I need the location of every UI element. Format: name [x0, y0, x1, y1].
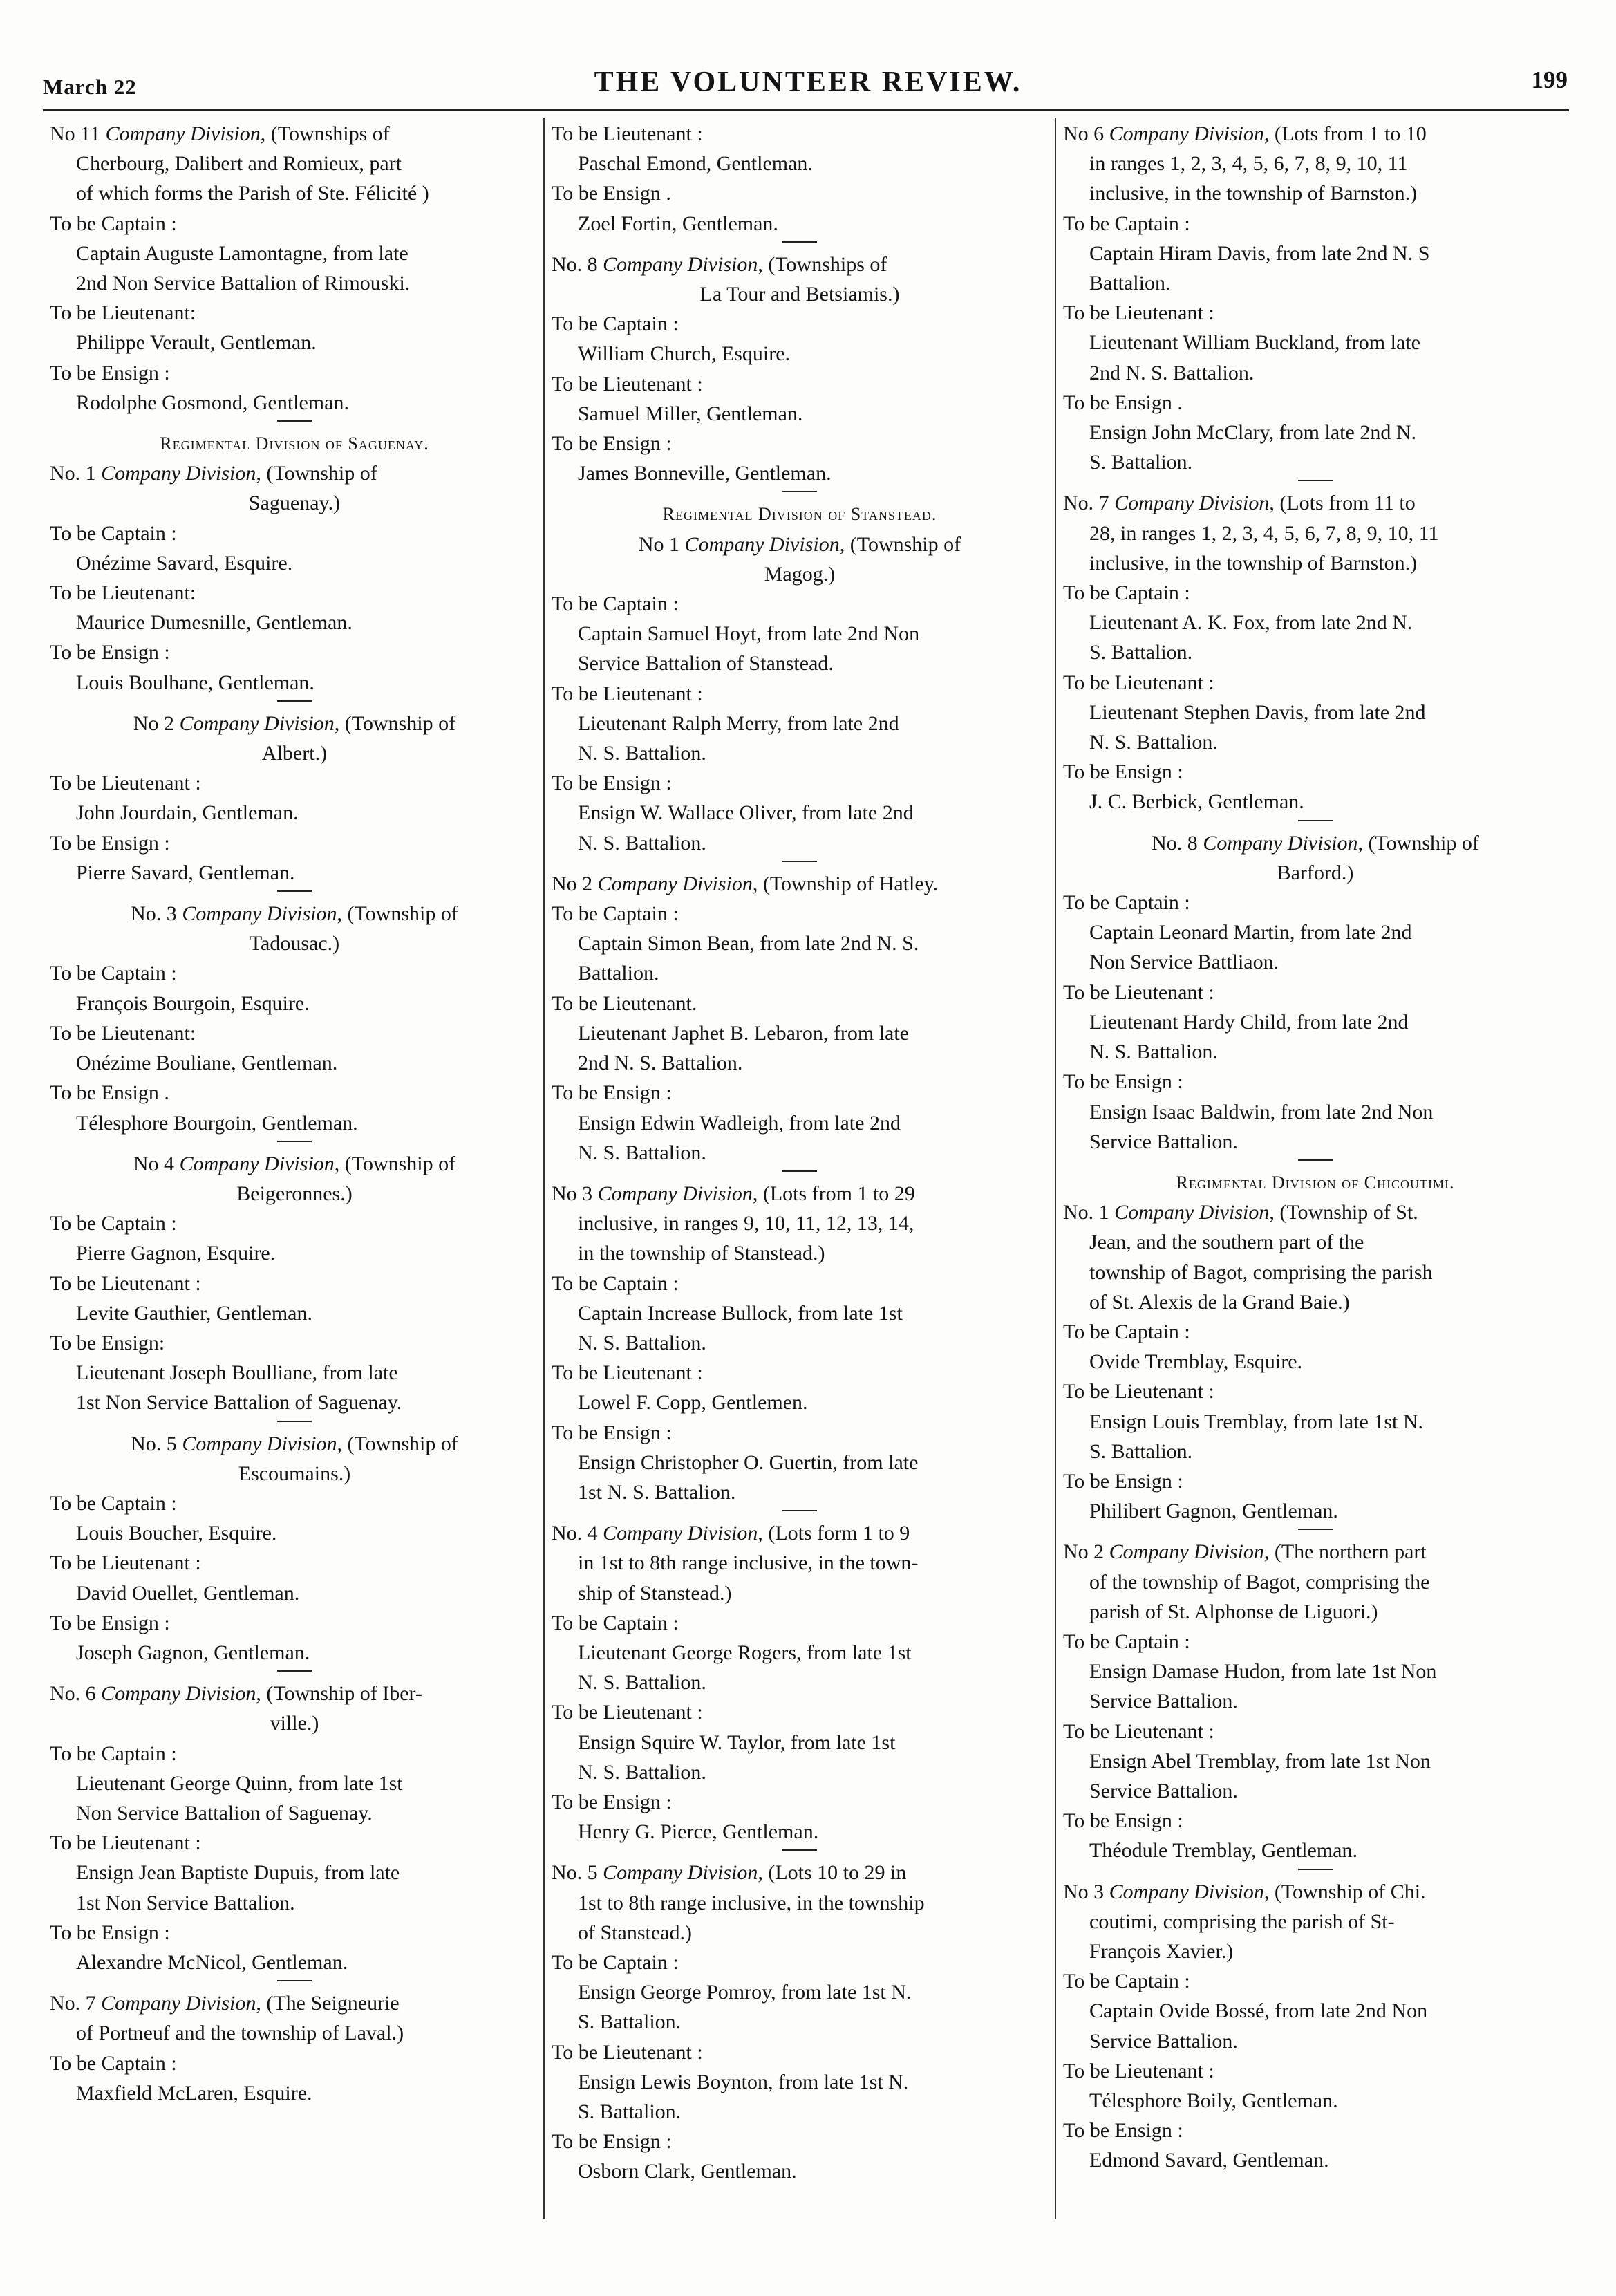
column-1 [50, 119, 539, 2108]
entry-line: inclusive, in the township of Barnston.) [1089, 551, 1418, 575]
entry-line: in 1st to 8th range inclusive, in the town- [578, 1551, 919, 1575]
entry-heading: To be Captain : [1063, 1970, 1190, 1993]
entry-line: N. S. Battalion. [1089, 731, 1218, 754]
regimental-division-heading: Regimental Division of Chicoutimi. [1176, 1172, 1455, 1193]
entry-line: Pierre Savard, Gentleman. [76, 861, 295, 884]
entry-line: in the township of Stanstead.) [578, 1242, 825, 1265]
entry-heading: To be Captain : [552, 312, 679, 336]
section-separator [1298, 820, 1333, 824]
entry-heading: To be Ensign : [50, 1611, 170, 1634]
entry-line: Ensign Jean Baptiste Dupuis, from late [76, 1861, 400, 1885]
entry-heading: To be Captain : [552, 902, 679, 926]
regimental-division-heading: Regimental Division of Stanstead. [662, 504, 937, 525]
entry-heading: To be Lieutenant : [50, 1271, 201, 1295]
entry-heading: To be Captain : [50, 962, 177, 985]
column-3 [1063, 119, 1568, 2176]
entry-heading: To be Captain : [50, 2051, 177, 2075]
entry-line: Captain Leonard Martin, from late 2nd [1089, 921, 1412, 944]
entry-line: Captain Increase Bullock, from late 1st [578, 1301, 903, 1325]
entry-line: 1st Non Service Battalion. [76, 1891, 295, 1914]
entry-line: Levite Gauthier, Gentleman. [76, 1301, 312, 1325]
entry-line: Lieutenant William Buckland, from late [1089, 331, 1420, 355]
entry-heading: No. 7 Company Division, (The Seigneurie [50, 1992, 400, 2015]
entry-line: Ensign Lewis Boynton, from late 1st N. [578, 2070, 909, 2093]
entry-line: of St. Alexis de la Grand Baie.) [1089, 1290, 1350, 1314]
entry-heading: To be Captain : [50, 1212, 177, 1235]
section-separator [782, 861, 817, 865]
entry-heading: To be Lieutenant : [50, 1831, 201, 1855]
entry-line: Théodule Tremblay, Gentleman. [1089, 1839, 1357, 1863]
entry-heading: No 11 Company Division, (Townships of [50, 122, 390, 145]
entry-heading: No 2 Company Division, (Township of Hatley. [552, 872, 939, 895]
entry-line: Ensign W. Wallace Oliver, from late 2nd [578, 801, 914, 825]
entry-line: N. S. Battalion. [578, 1141, 706, 1164]
entry-heading: To be Lieutenant : [552, 1701, 703, 1724]
entry-line: Lieutenant George Rogers, from late 1st [578, 1641, 912, 1664]
entry-heading: No. 1 Company Division, (Township of [50, 462, 377, 485]
entry-heading: To be Lieutenant: [50, 581, 196, 605]
entry-line: S. Battalion. [578, 2010, 682, 2034]
entry-line: S. Battalion. [1089, 1439, 1193, 1463]
issue-date: March 22 [43, 75, 137, 99]
entry-line: Philippe Verault, Gentleman. [76, 331, 317, 355]
entry-line: Ovide Tremblay, Esquire. [1089, 1350, 1303, 1374]
division-title: ville.) [270, 1712, 319, 1735]
entry-line: Ensign Edwin Wadleigh, from late 2nd [578, 1111, 901, 1135]
entry-line: Service Battalion. [1089, 1130, 1238, 1153]
entry-line: François Xavier.) [1089, 1939, 1234, 1963]
entry-line: Ensign George Pomroy, from late 1st N. [578, 1981, 912, 2004]
entry-line: of the township of Bagot, comprising the [1089, 1570, 1430, 1594]
entry-line: Service Battalion. [1089, 1779, 1238, 1802]
entry-line: David Ouellet, Gentleman. [76, 1581, 300, 1605]
entry-heading: To be Ensign : [1063, 1809, 1183, 1833]
entry-line: John Jourdain, Gentleman. [76, 801, 299, 825]
entry-heading: To be Captain : [1063, 1320, 1190, 1343]
entry-line: Onézime Savard, Esquire. [76, 551, 293, 575]
entry-line: Rodolphe Gosmond, Gentleman. [76, 391, 349, 414]
entry-line: 2nd N. S. Battalion. [1089, 361, 1255, 384]
entry-heading: To be Captain : [1063, 212, 1190, 235]
entry-heading: To be Ensign : [1063, 1070, 1183, 1094]
column-divider [1055, 118, 1056, 2219]
entry-heading: To be Lieutenant: [50, 1021, 196, 1045]
entry-line: 28, in ranges 1, 2, 3, 4, 5, 6, 7, 8, 9, 10, 11 [1089, 521, 1439, 545]
entry-line: Captain Simon Bean, from late 2nd N. S. [578, 932, 919, 955]
regimental-division-heading: Regimental Division of Saguenay. [160, 433, 429, 454]
entry-line: parish of St. Alphonse de Liguori.) [1089, 1600, 1378, 1623]
section-separator [1298, 480, 1333, 484]
section-separator [277, 1670, 312, 1674]
entry-line: of Stanstead.) [578, 1921, 692, 1944]
entry-heading: To be Captain : [50, 1742, 177, 1765]
entry-line: Non Service Battliaon. [1089, 951, 1279, 974]
entry-line: 2nd N. S. Battalion. [578, 1052, 743, 1075]
entry-heading: No. 8 Company Division, (Townships of [552, 252, 887, 276]
entry-heading: No 2 Company Division, (The northern part [1063, 1540, 1427, 1564]
entry-line: S. Battalion. [1089, 641, 1193, 664]
entry-heading: To be Ensign : [552, 1790, 672, 1813]
division-title: Albert.) [261, 742, 328, 765]
entry-heading: To be Ensign : [1063, 1469, 1183, 1493]
entry-line: N. S. Battalion. [578, 831, 706, 855]
entry-heading: To be Captain : [552, 592, 679, 616]
entry-heading: No. 4 Company Division, (Lots form 1 to 9 [552, 1522, 910, 1545]
entry-line: Paschal Emond, Gentleman. [578, 152, 813, 176]
entry-heading: To be Lieutenant : [1063, 301, 1214, 325]
entry-heading: No 6 Company Division, (Lots from 1 to 10 [1063, 122, 1427, 145]
entry-line: Télesphore Boily, Gentleman. [1089, 2089, 1338, 2112]
entry-heading: To be Lieutenant : [1063, 1719, 1214, 1743]
section-separator [782, 1510, 817, 1514]
division-title: Barford.) [1277, 861, 1354, 884]
entry-line: Maurice Dumesnille, Gentleman. [76, 611, 353, 635]
section-separator [277, 890, 312, 895]
entry-heading: To be Lieutenant : [1063, 2059, 1214, 2082]
entry-line: Ensign Christopher O. Guertin, from late [578, 1450, 919, 1474]
entry-heading: To be Ensign : [1063, 2119, 1183, 2143]
entry-heading: To be Ensign : [552, 1081, 672, 1105]
division-title: No 1 Company Division, (Township of [638, 532, 961, 556]
entry-heading: To be Lieutenant: [50, 301, 196, 325]
division-title: No 2 Company Division, (Township of [133, 711, 456, 735]
entry-heading: To be Captain : [552, 1271, 679, 1295]
entry-line: Ensign Squire W. Taylor, from late 1st [578, 1730, 896, 1754]
entry-line: Joseph Gagnon, Gentleman. [76, 1641, 310, 1664]
entry-line: Onézime Bouliane, Gentleman. [76, 1052, 338, 1075]
entry-line: Télesphore Bourgoin, Gentleman. [76, 1111, 358, 1135]
entry-heading: To be Ensign : [1063, 760, 1183, 784]
section-separator [277, 1980, 312, 1984]
entry-heading: To be Ensign: [50, 1331, 165, 1354]
entry-line: Battalion. [578, 962, 659, 985]
division-title: La Tour and Betsiamis.) [699, 283, 900, 306]
entry-line: Lieutenant Japhet B. Lebaron, from late [578, 1021, 909, 1045]
entry-line: 1st to 8th range inclusive, in the township [578, 1891, 925, 1914]
header-rule [43, 109, 1569, 111]
entry-heading: To be Ensign : [50, 1921, 170, 1944]
entry-line: Jean, and the southern part of the [1089, 1231, 1364, 1254]
entry-line: ship of Stanstead.) [578, 1581, 732, 1605]
entry-line: N. S. Battalion. [578, 1671, 706, 1695]
division-title: Tadousac.) [249, 932, 340, 955]
entry-heading: To be Captain : [552, 1950, 679, 1974]
entry-heading: To be Captain : [552, 1611, 679, 1634]
entry-heading: No 3 Company Division, (Lots from 1 to 29 [552, 1182, 915, 1205]
section-separator [782, 241, 817, 245]
entry-line: inclusive, in the township of Barnston.) [1089, 182, 1418, 205]
entry-heading: To be Ensign . [50, 1081, 169, 1105]
entry-line: Service Battalion. [1089, 2029, 1238, 2053]
entry-line: of which forms the Parish of Ste. Félicité ) [76, 182, 429, 205]
section-separator [277, 1421, 312, 1425]
division-title: No. 5 Company Division, (Township of [131, 1432, 458, 1455]
entry-line: of Portneuf and the township of Laval.) [76, 2022, 404, 2045]
entry-heading: To be Ensign : [50, 831, 170, 855]
division-title: No. 8 Company Division, (Township of [1152, 831, 1479, 855]
entry-line: Captain Samuel Hoyt, from late 2nd Non [578, 622, 920, 646]
entry-line: Lieutenant Stephen Davis, from late 2nd [1089, 700, 1426, 724]
entry-heading: To be Ensign : [552, 2130, 672, 2154]
section-separator [1298, 1159, 1333, 1164]
entry-heading: To be Ensign : [552, 432, 672, 456]
section-separator [277, 700, 312, 704]
entry-line: William Church, Esquire. [578, 342, 791, 366]
entry-heading: No 3 Company Division, (Township of Chi. [1063, 1880, 1426, 1903]
entry-line: Lieutenant Hardy Child, from late 2nd [1089, 1010, 1409, 1034]
section-separator [277, 420, 312, 424]
entry-heading: No. 7 Company Division, (Lots from 11 to [1063, 492, 1416, 515]
page-number: 199 [1531, 66, 1568, 93]
entry-heading: To be Lieutenant : [1063, 671, 1214, 694]
entry-line: James Bonneville, Gentleman. [578, 462, 832, 485]
entry-heading: To be Ensign . [1063, 391, 1183, 414]
entry-line: Ensign Louis Tremblay, from late 1st N. [1089, 1410, 1424, 1433]
entry-heading: To be Lieutenant : [552, 2040, 703, 2064]
entry-line: in ranges 1, 2, 3, 4, 5, 6, 7, 8, 9, 10, 11 [1089, 152, 1408, 176]
entry-line: Henry G. Pierce, Gentleman. [578, 1820, 819, 1844]
division-title: Magog.) [764, 562, 836, 586]
entry-line: Lieutenant A. K. Fox, from late 2nd N. [1089, 611, 1413, 635]
section-separator [782, 1849, 817, 1854]
entry-heading: To be Captain : [50, 1491, 177, 1515]
entry-line: Service Battalion. [1089, 1690, 1238, 1713]
section-separator [277, 1141, 312, 1145]
entry-heading: To be Lieutenant : [1063, 980, 1214, 1004]
entry-heading: No. 1 Company Division, (Township of St. [1063, 1201, 1418, 1224]
entry-heading: To be Ensign : [50, 641, 170, 664]
entry-line: Captain Hiram Davis, from late 2nd N. S [1089, 241, 1430, 265]
entry-line: Alexandre McNicol, Gentleman. [76, 1950, 348, 1974]
entry-heading: To be Captain : [1063, 891, 1190, 915]
entry-heading: To be Lieutenant : [50, 1551, 201, 1575]
entry-line: N. S. Battalion. [578, 1760, 706, 1784]
section-separator [1298, 1869, 1333, 1873]
entry-line: 1st N. S. Battalion. [578, 1480, 736, 1504]
entry-heading: To be Ensign : [552, 772, 672, 795]
division-title: No. 3 Company Division, (Township of [131, 902, 458, 926]
entry-line: Louis Boulhane, Gentleman. [76, 671, 314, 694]
entry-line: Lieutenant George Quinn, from late 1st [76, 1771, 403, 1795]
entry-heading: To be Captain : [1063, 581, 1190, 605]
entry-line: 2nd Non Service Battalion of Rimouski. [76, 272, 411, 295]
entry-line: 1st Non Service Battalion of Saguenay. [76, 1391, 402, 1415]
entry-line: Samuel Miller, Gentleman. [578, 402, 803, 425]
division-title: Saguenay.) [248, 492, 341, 515]
entry-line: N. S. Battalion. [578, 1331, 706, 1354]
entry-line: François Bourgoin, Esquire. [76, 991, 310, 1015]
entry-line: Non Service Battalion of Saguenay. [76, 1801, 373, 1824]
entry-line: Battalion. [1089, 272, 1171, 295]
entry-line: Lowel F. Copp, Gentlemen. [578, 1391, 808, 1415]
entry-line: S. Battalion. [1089, 451, 1193, 474]
entry-line: Philibert Gagnon, Gentleman. [1089, 1500, 1338, 1523]
entry-line: J. C. Berbick, Gentleman. [1089, 790, 1304, 814]
section-separator [782, 491, 817, 495]
entry-heading: To be Lieutenant : [1063, 1380, 1214, 1403]
entry-line: N. S. Battalion. [578, 742, 706, 765]
entry-heading: To be Captain : [50, 212, 177, 235]
publication-title: THE VOLUNTEER REVIEW. [594, 66, 1022, 98]
entry-heading: To be Lieutenant. [552, 991, 697, 1015]
entry-line: Service Battalion of Stanstead. [578, 652, 834, 675]
entry-line: Osborn Clark, Gentleman. [578, 2160, 797, 2183]
column-divider [543, 118, 545, 2219]
section-separator [782, 1170, 817, 1175]
entry-line: Ensign Isaac Baldwin, from late 2nd Non [1089, 1100, 1434, 1123]
entry-heading: No. 5 Company Division, (Lots 10 to 29 in [552, 1861, 907, 1885]
division-title: Beigeronnes.) [236, 1182, 353, 1205]
entry-line: Ensign Damase Hudon, from late 1st Non [1089, 1660, 1437, 1683]
entry-line: Maxfield McLaren, Esquire. [76, 2081, 312, 2104]
entry-line: S. Battalion. [578, 2100, 682, 2123]
entry-line: Lieutenant Ralph Merry, from late 2nd [578, 711, 899, 735]
entry-heading: To be Ensign : [50, 361, 170, 384]
entry-heading: To be Lieutenant : [552, 682, 703, 705]
entry-line: Edmond Savard, Gentleman. [1089, 2149, 1329, 2172]
entry-heading: To be Lieutenant : [552, 1361, 703, 1385]
section-separator [1298, 1529, 1333, 1533]
entry-line: township of Bagot, comprising the parish [1089, 1260, 1433, 1284]
entry-line: Louis Boucher, Esquire. [76, 1522, 277, 1545]
entry-line: inclusive, in ranges 9, 10, 11, 12, 13, 14, [578, 1212, 914, 1235]
entry-heading: To be Captain : [1063, 1630, 1190, 1653]
page-header [0, 0, 1616, 111]
entry-line: Pierre Gagnon, Esquire. [76, 1242, 276, 1265]
column-2 [552, 119, 1048, 2187]
entry-heading: To be Lieutenant : [552, 372, 703, 395]
entry-line: Ensign Abel Tremblay, from late 1st Non [1089, 1749, 1431, 1773]
entry-heading: To be Lieutenant : [552, 122, 703, 145]
entry-line: N. S. Battalion. [1089, 1040, 1218, 1064]
entry-heading: To be Captain : [50, 521, 177, 545]
division-title: Escoumains.) [238, 1462, 351, 1485]
entry-line: Cherbourg, Dalibert and Romieux, part [76, 152, 402, 176]
entry-line: Captain Ovide Bossé, from late 2nd Non [1089, 1999, 1428, 2023]
entry-line: Zoel Fortin, Gentleman. [578, 212, 778, 235]
division-title: No 4 Company Division, (Township of [133, 1152, 456, 1175]
entry-heading: No. 6 Company Division, (Township of Iber- [50, 1682, 422, 1706]
entry-heading: To be Lieutenant : [50, 772, 201, 795]
entry-line: Lieutenant Joseph Boulliane, from late [76, 1361, 398, 1385]
entry-heading: To be Ensign . [552, 182, 671, 205]
entry-line: Ensign John McClary, from late 2nd N. [1089, 421, 1416, 445]
entry-heading: To be Ensign : [552, 1421, 672, 1444]
entry-line: coutimi, comprising the parish of St- [1089, 1910, 1395, 1933]
entry-line: Captain Auguste Lamontagne, from late [76, 241, 408, 265]
